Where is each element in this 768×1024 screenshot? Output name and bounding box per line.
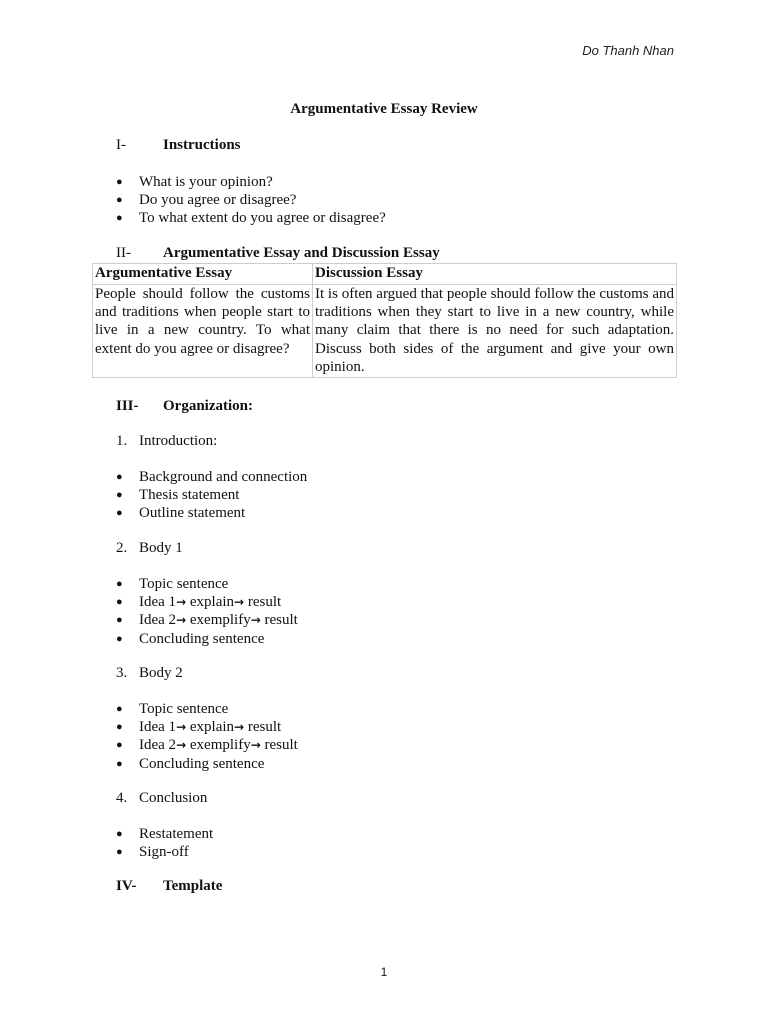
bullet-icon: ● bbox=[116, 212, 123, 225]
body-1-list bbox=[116, 575, 298, 648]
arrow-right-icon: → bbox=[234, 720, 245, 735]
bullet-icon: ● bbox=[116, 614, 123, 627]
bullet-icon: ● bbox=[116, 846, 123, 859]
item-label: Body 2 bbox=[139, 665, 183, 681]
section-heading-template bbox=[116, 878, 222, 895]
numbered-item-conclusion bbox=[116, 790, 207, 807]
section-heading-comparison bbox=[116, 245, 440, 262]
numbered-item-body-2 bbox=[116, 665, 183, 682]
bullet-icon: ● bbox=[116, 176, 123, 188]
list-item: ● Restatement bbox=[116, 826, 214, 842]
list-item: ● Topic sentence bbox=[116, 701, 229, 717]
list-item: ● Topic sentence bbox=[116, 576, 229, 592]
bullet-icon: ● bbox=[116, 596, 123, 609]
item-label: Introduction: bbox=[139, 433, 218, 449]
list-item: ● Concluding sentence bbox=[116, 755, 265, 772]
bullet-icon: ● bbox=[116, 507, 123, 520]
section-number: IV- bbox=[116, 878, 137, 894]
introduction-list bbox=[116, 468, 307, 523]
list-item: ● Do you agree or disagree? bbox=[116, 192, 297, 209]
author-header: Do Thanh Nhan bbox=[582, 43, 674, 58]
list-item: ● Thesis statement bbox=[116, 487, 240, 504]
list-item: ● Idea 1→ explain→ result bbox=[116, 594, 282, 611]
numbered-item-body-1 bbox=[116, 540, 183, 557]
table-header-cell: Discussion Essay bbox=[313, 264, 677, 285]
instructions-list bbox=[116, 173, 386, 228]
bullet-icon: ● bbox=[116, 471, 123, 483]
list-item: ● Idea 1→ explain→ result bbox=[116, 719, 282, 736]
bullet-icon: ● bbox=[116, 632, 123, 645]
comparison-table bbox=[92, 263, 677, 378]
arrow-right-icon: → bbox=[176, 595, 187, 610]
list-item: ● Idea 2→ exemplify→ result bbox=[116, 612, 298, 629]
section-number: II- bbox=[116, 245, 131, 261]
bullet-icon: ● bbox=[116, 703, 123, 715]
section-heading-instructions bbox=[116, 137, 241, 154]
section-title: Organization: bbox=[163, 398, 253, 414]
list-item: ● Sign-off bbox=[116, 844, 189, 861]
item-number: 1. bbox=[116, 433, 128, 449]
table-cell: People should follow the customs and traditions when people start to live in a new country. To what extent do you agree or disagree? bbox=[93, 285, 313, 378]
arrow-right-icon: → bbox=[234, 595, 245, 610]
section-number: I- bbox=[116, 137, 126, 153]
bullet-icon: ● bbox=[116, 194, 123, 207]
section-title: Instructions bbox=[163, 137, 241, 153]
table-row bbox=[93, 285, 677, 378]
bullet-icon: ● bbox=[116, 739, 123, 752]
section-heading-organization bbox=[116, 398, 253, 415]
list-item: ● Outline statement bbox=[116, 505, 246, 522]
list-item: ● Concluding sentence bbox=[116, 630, 265, 647]
arrow-right-icon: → bbox=[176, 720, 187, 735]
section-title: Argumentative Essay and Discussion Essay bbox=[163, 245, 440, 261]
bullet-icon: ● bbox=[116, 828, 123, 840]
list-item: ● Background and connection bbox=[116, 469, 308, 485]
section-title: Template bbox=[163, 878, 223, 894]
table-header-row bbox=[93, 264, 677, 285]
item-number: 3. bbox=[116, 665, 128, 681]
item-number: 4. bbox=[116, 790, 128, 806]
numbered-item-introduction bbox=[116, 433, 217, 450]
bullet-icon: ● bbox=[116, 489, 123, 502]
body-2-list bbox=[116, 700, 298, 773]
page-number: 1 bbox=[380, 965, 388, 979]
bullet-icon: ● bbox=[116, 757, 123, 770]
list-item: ● What is your opinion? bbox=[116, 174, 273, 190]
arrow-right-icon: → bbox=[250, 613, 261, 628]
list-item: ● Idea 2→ exemplify→ result bbox=[116, 737, 298, 754]
conclusion-list bbox=[116, 825, 213, 861]
bullet-icon: ● bbox=[116, 578, 123, 590]
item-label: Body 1 bbox=[139, 540, 183, 556]
arrow-right-icon: → bbox=[176, 613, 187, 628]
arrow-right-icon: → bbox=[176, 738, 187, 753]
table-header-cell: Argumentative Essay bbox=[93, 264, 313, 285]
item-label: Conclusion bbox=[139, 790, 208, 806]
table-cell: It is often argued that people should follow the customs and traditions when they start to live in a new country, while many claim that there is no need for such adaptation. Discuss both sides of the argument and give your own opinion. bbox=[313, 285, 677, 378]
section-number: III- bbox=[116, 398, 139, 414]
bullet-icon: ● bbox=[116, 721, 123, 734]
arrow-right-icon: → bbox=[250, 738, 261, 753]
item-number: 2. bbox=[116, 540, 128, 556]
document-title: Argumentative Essay Review bbox=[290, 101, 478, 117]
list-item: ● To what extent do you agree or disagree? bbox=[116, 210, 386, 227]
